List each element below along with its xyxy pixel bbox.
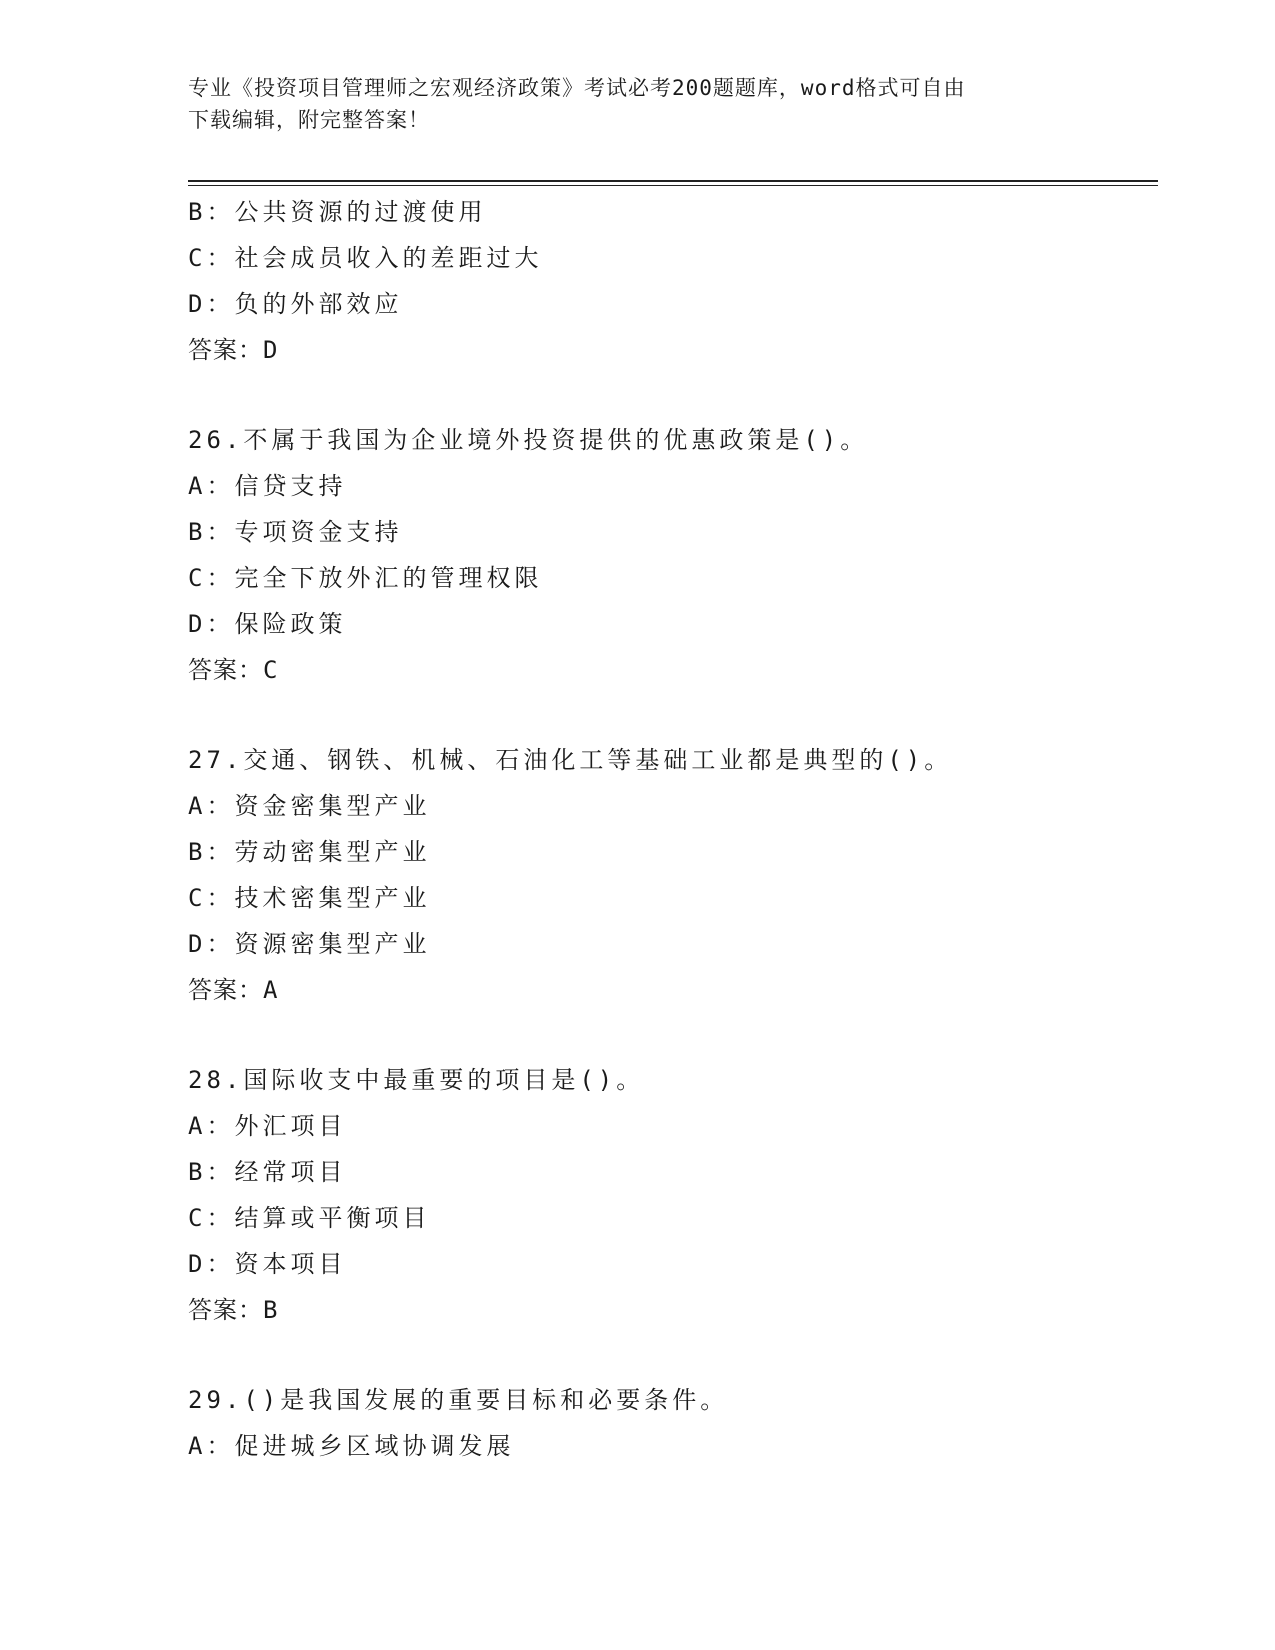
option-a: A：外汇项目 bbox=[188, 1112, 347, 1140]
question-title: 28.国际收支中最重要的项目是()。 bbox=[188, 1066, 645, 1094]
question-26 bbox=[188, 417, 1188, 693]
option-b: B：公共资源的过渡使用 bbox=[188, 198, 487, 226]
answer-label: 答案： bbox=[188, 656, 263, 684]
answer bbox=[188, 967, 1188, 1013]
option-d: D：资源密集型产业 bbox=[188, 930, 431, 958]
header-line-1: 专业《投资项目管理师之宏观经济政策》考试必考200题题库，word格式可自由 bbox=[188, 76, 966, 100]
answer-value: D bbox=[263, 336, 278, 364]
option-d: D：保险政策 bbox=[188, 610, 347, 638]
option-b: B：经常项目 bbox=[188, 1158, 347, 1186]
option-b: B：劳动密集型产业 bbox=[188, 838, 431, 866]
question-title: 26.不属于我国为企业境外投资提供的优惠政策是()。 bbox=[188, 426, 869, 454]
option-c: C：技术密集型产业 bbox=[188, 884, 431, 912]
answer bbox=[188, 647, 1188, 693]
question-28 bbox=[188, 1057, 1188, 1333]
answer bbox=[188, 327, 1188, 373]
header-line-2: 下载编辑，附完整答案！ bbox=[188, 108, 430, 132]
answer-label: 答案： bbox=[188, 1296, 263, 1324]
answer bbox=[188, 1287, 1188, 1333]
question-title: 29.()是我国发展的重要目标和必要条件。 bbox=[188, 1386, 729, 1414]
answer-value: C bbox=[263, 656, 278, 684]
question-list bbox=[188, 189, 1188, 1469]
option-d: D：资本项目 bbox=[188, 1250, 347, 1278]
option-b: B：专项资金支持 bbox=[188, 518, 403, 546]
answer-label: 答案： bbox=[188, 336, 263, 364]
document-header bbox=[188, 72, 1088, 136]
option-d: D：负的外部效应 bbox=[188, 290, 403, 318]
option-c: C：社会成员收入的差距过大 bbox=[188, 244, 543, 272]
option-a: A：信贷支持 bbox=[188, 472, 347, 500]
question-title: 27.交通、钢铁、机械、石油化工等基础工业都是典型的()。 bbox=[188, 746, 953, 774]
option-a: A：促进城乡区域协调发展 bbox=[188, 1432, 515, 1460]
answer-value: A bbox=[263, 976, 278, 1004]
question-27 bbox=[188, 737, 1188, 1013]
option-c: C：完全下放外汇的管理权限 bbox=[188, 564, 543, 592]
answer-value: B bbox=[263, 1296, 278, 1324]
option-a: A：资金密集型产业 bbox=[188, 792, 431, 820]
question-29 bbox=[188, 1377, 1188, 1469]
answer-label: 答案： bbox=[188, 976, 263, 1004]
header-divider-thin bbox=[188, 185, 1158, 186]
header-divider-thick bbox=[188, 180, 1158, 182]
question-25-continued bbox=[188, 189, 1188, 373]
option-c: C：结算或平衡项目 bbox=[188, 1204, 431, 1232]
